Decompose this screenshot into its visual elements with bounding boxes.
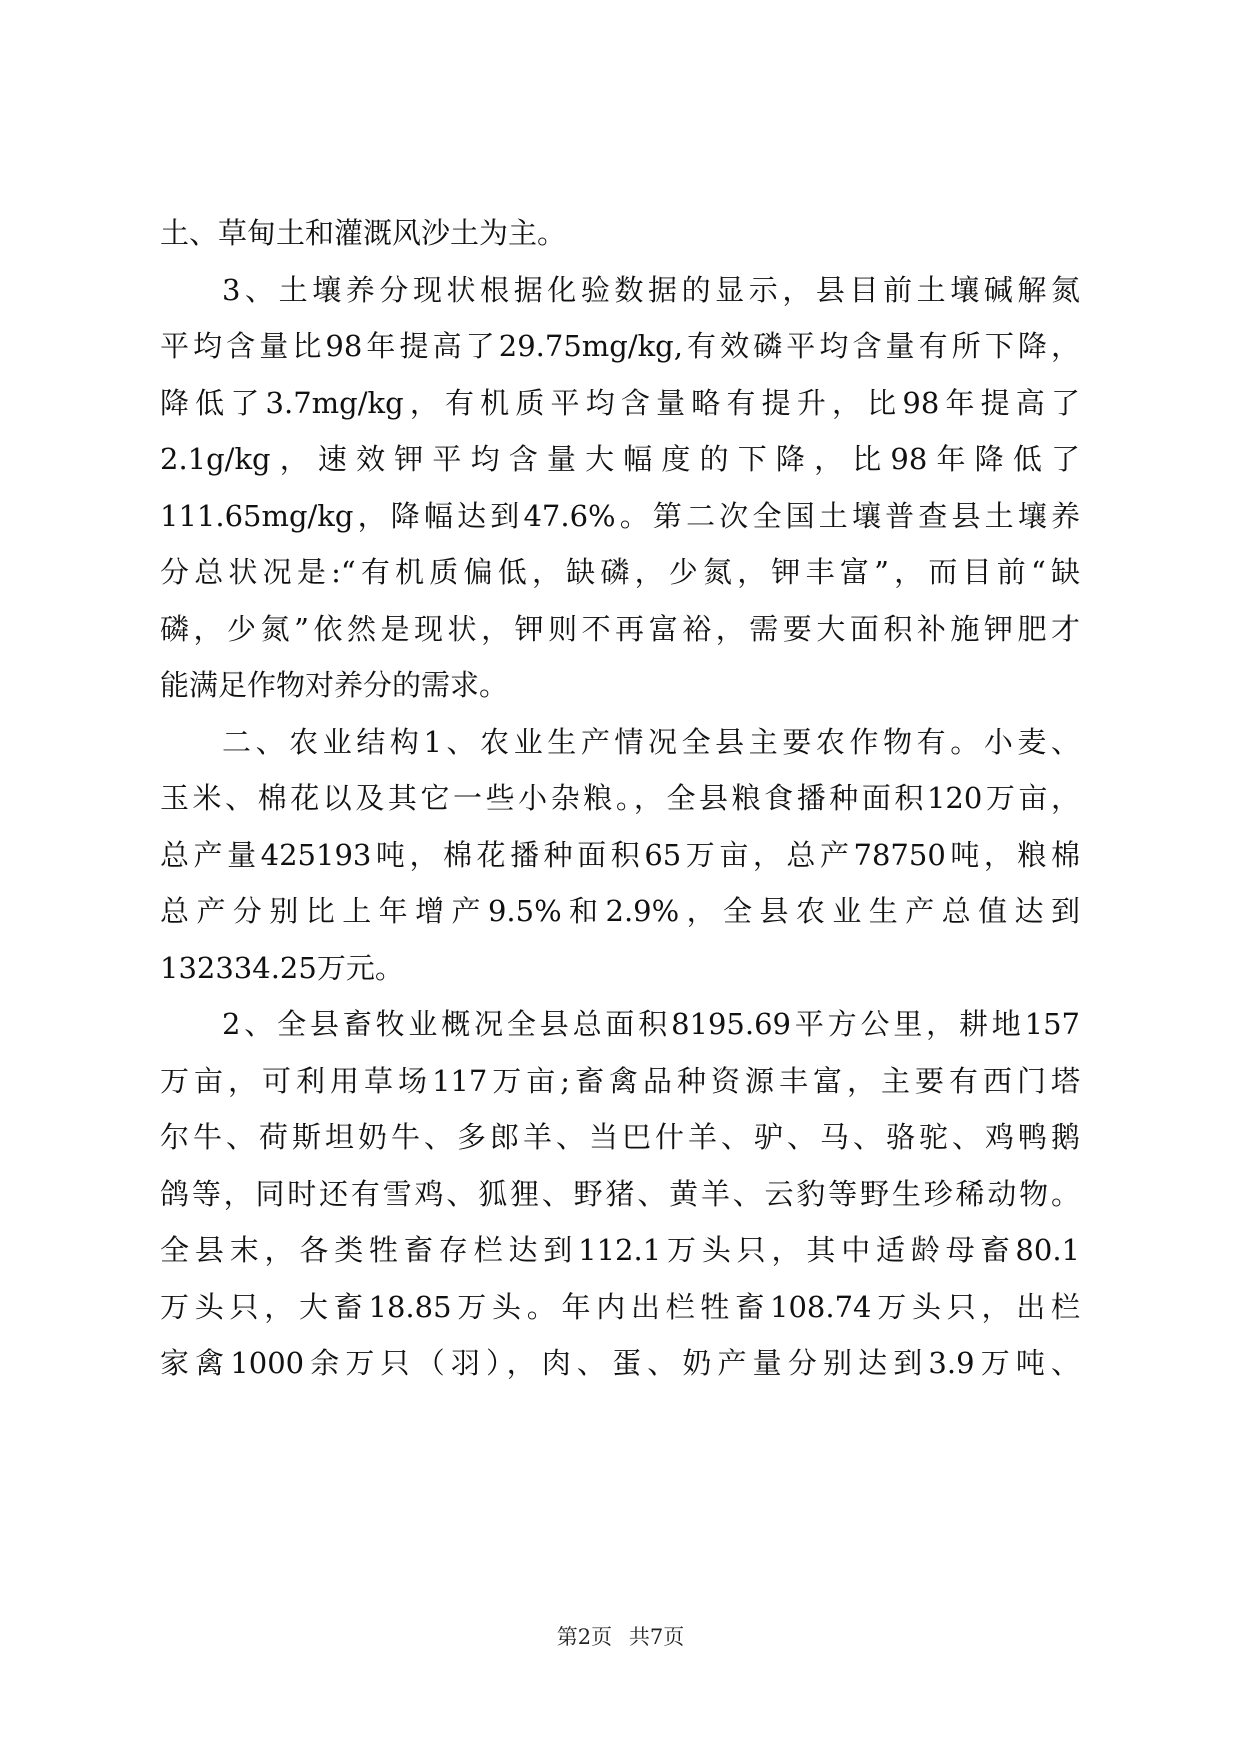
text-line: 家禽1000余万只（羽），肉、蛋、奶产量分别达到3.9万吨、	[160, 1346, 1080, 1380]
text-line: 二、农业结构1、农业生产情况全县主要农作物有。小麦、	[222, 724, 1080, 759]
text-line: 降低了3.7mg/kg，有机质平均含量略有提升，比98年提高了	[160, 385, 1080, 420]
page-number: 第2页	[556, 1625, 613, 1649]
text-line: 万头只，大畜18.85万头。年内出栏牲畜108.74万头只，出栏	[160, 1289, 1080, 1324]
text-line: 能满足作物对养分的需求。	[160, 668, 509, 702]
page-footer	[0, 1622, 1241, 1652]
text-line: 磷，少氮”依然是现状，钾则不再富裕，需要大面积补施钾肥才	[160, 611, 1080, 646]
document-body	[160, 205, 1080, 1392]
text-line: 尔牛、荷斯坦奶牛、多郎羊、当巴什羊、驴、马、骆驼、鸡鸭鹅	[160, 1120, 1080, 1154]
text-line: 分总状况是:“有机质偏低，缺磷，少氮，钾丰富”，而目前“缺	[160, 555, 1080, 589]
text-line: 2、全县畜牧业概况全县总面积8195.69平方公里，耕地157	[222, 1007, 1080, 1041]
text-line: 鸽等，同时还有雪鸡、狐狸、野猪、黄羊、云豹等野生珍稀动物。	[160, 1176, 1080, 1211]
text-line: 总产分别比上年增产9.5%和2.9%，全县农业生产总值达到	[160, 894, 1080, 928]
text-line: 万亩，可利用草场117万亩;畜禽品种资源丰富，主要有西门塔	[160, 1063, 1080, 1098]
text-line: 玉米、棉花以及其它一些小杂粮。，全县粮食播种面积120万亩，	[160, 781, 1080, 815]
text-line: 111.65mg/kg，降幅达到47.6%。第二次全国土壤普查县土壤养	[160, 498, 1080, 533]
text-line: 土、草甸土和灌溉风沙土为主。	[160, 216, 567, 250]
page-total: 共7页	[628, 1625, 685, 1649]
text-line: 132334.25万元。	[160, 950, 404, 985]
text-line: 平均含量比98年提高了29.75mg/kg,有效磷平均含量有所下降，	[160, 329, 1080, 363]
text-line: 总产量425193吨，棉花播种面积65万亩，总产78750吨，粮棉	[160, 837, 1080, 872]
text-line: 全县末，各类牲畜存栏达到112.1万头只，其中适龄母畜80.1	[160, 1233, 1080, 1267]
text-line: 3、土壤养分现状根据化验数据的显示，县目前土壤碱解氮	[222, 272, 1080, 307]
text-line: 2.1g/kg，速效钾平均含量大幅度的下降，比98年降低了	[160, 442, 1080, 476]
